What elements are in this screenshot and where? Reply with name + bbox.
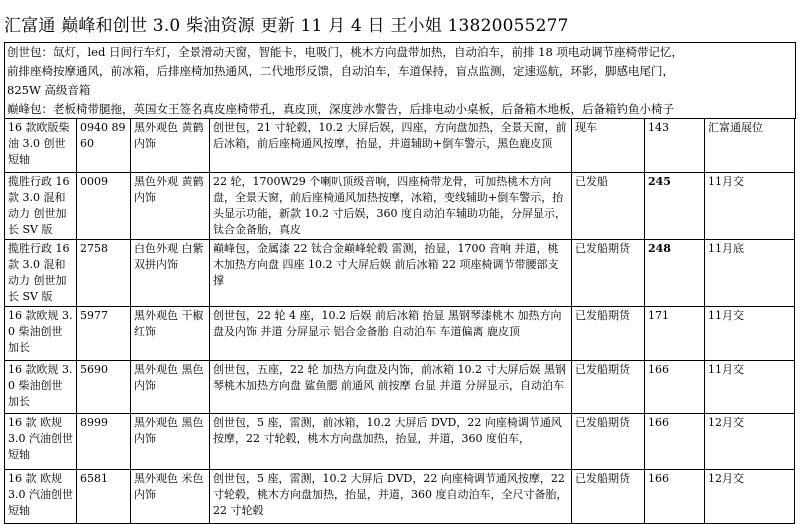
remark-cell: 12月交 [705,414,795,470]
remark-cell: 汇富通展位 [705,119,795,173]
model-cell: 揽胜行政 16 款 3.0 混和动力 创世加长 SV 版 [5,173,77,240]
color-cell: 黑外观色 黑色内饰 [131,361,210,414]
price-cell: 143 [645,119,705,173]
price-cell: 166 [645,414,705,470]
model-cell: 16 款欧规 3.0 柴油创世加长 [5,307,77,361]
vin-cell: 5690 [77,361,131,414]
config-cell: 创世包，22 轮 4 座，10.2 后娱 前后冰箱 抬显 黑钢琴漆桃木 加热方向盘及内饰 并道 分屏显示 铝合金备胎 自动泊车 车道偏离 鹿皮顶 [210,307,572,361]
note-line: 巅峰包：老板椅带腿拖，英国女王签名真皮座椅带孔，真皮顶，深度涉水警告，后排电动小桌板，后备箱木地板，后备箱钓鱼小椅子 [7,102,674,116]
config-cell: 创世包，五座，22 轮 加热方向盘及内饰，前冰箱 10.2 寸大屏后娱 黑钢琴桃木加热方向盘 鲨鱼腮 前通风 前按摩 台显 并道 分屏显示，自动泊车 [210,361,572,414]
remark-cell: 12月交 [705,470,795,524]
vin-cell: 0940 8960 [77,119,131,173]
color-cell: 黑外观色 干椒红饰 [131,307,210,361]
price-cell: 171 [645,307,705,361]
color-cell: 黑外观色 米色内饰 [131,470,210,524]
table-row [5,470,795,524]
color-cell: 白色外观 白紫双拼内饰 [131,240,210,307]
status-cell: 已发船期货 [572,361,645,414]
vin-cell: 0009 [77,173,131,240]
document-title: 汇富通 巅峰和创世 3.0 柴油资源 更新 11 月 4 日 王小姐 13820055277 [4,16,569,36]
model-cell: 16 款 欧规 3.0 汽油创世短轴 [5,470,77,524]
model-cell: 16 款 欧规 3.0 汽油创世短轴 [5,414,77,470]
config-cell: 创世包，5 座，雷测，前冰箱，10.2 大屏后 DVD，22 向座椅调节通风按摩，22 寸轮毂，桃木方向盘加热，抬显，并道，360 度伯车， [210,414,572,470]
note-line: 825W 高级音箱 [7,83,91,97]
status-cell: 现车 [572,119,645,173]
config-cell: 创世包，21 寸轮毂，10.2 大屏后娱，四座，方向盘加热，全景天窗，前后冰箱，前后座椅通风按摩，抬显，并道辅助+倒车警示，黑色鹿皮顶 [210,119,572,173]
table-row [5,414,795,470]
status-cell: 已发船 [572,173,645,240]
model-cell: 揽胜行政 16 款 3.0 混和动力 创世加长 SV 版 [5,240,77,307]
inventory-table [4,118,795,524]
package-notes [4,42,796,119]
remark-cell: 11月交 [705,173,795,240]
table-row [5,240,795,307]
vin-cell: 8999 [77,414,131,470]
price-cell: 166 [645,470,705,524]
status-cell: 已发船期货 [572,240,645,307]
remark-cell: 11月交 [705,307,795,361]
table-row [5,119,795,173]
vin-cell: 5977 [77,307,131,361]
config-cell: 22 轮，1700W29 个喇叭顶级音响，四座椅带龙骨，可加热桃木方向盘，全景天窗，前后座椅通风加热按摩，冰箱，变线辅助+倒车警示，抬头显示功能，新款 10.2 寸后娱，360 度自动泊车辅助功能，分屏显示，钛合金备胎，真皮 [210,173,572,240]
vin-cell: 2758 [77,240,131,307]
price-cell: 245 [645,173,705,240]
color-cell: 黑色外观 黄鹤内饰 [131,173,210,240]
price-cell: 166 [645,361,705,414]
model-cell: 16 款欧规 3.0 柴油创世加长 [5,361,77,414]
status-cell: 已发船期货 [572,414,645,470]
price-cell: 248 [645,240,705,307]
table-row [5,173,795,240]
table-row [5,361,795,414]
color-cell: 黑外观色 黄鹤内饰 [131,119,210,173]
vin-cell: 6581 [77,470,131,524]
status-cell: 已发船期货 [572,470,645,524]
color-cell: 黑外观色 黑色内饰 [131,414,210,470]
status-cell: 已发船期货 [572,307,645,361]
remark-cell: 11月交 [705,361,795,414]
table-row [5,307,795,361]
note-line: 前排座椅按摩通风，前冰箱，后排座椅加热通风，二代地形反馈，自动泊车，车道保持，盲点监测，定速巡航，环影，脚感电尾门， [7,64,674,78]
model-cell: 16 款欧版柴油 3.0 创世短轴 [5,119,77,173]
config-cell: 巅峰包，金属漆 22 钛合金巅峰轮毂 雷测，抬显，1700 音响 并道，桃木加热方向盘 四座 10.2 寸大屏后娱 前后冰箱 22 项座椅调节带腰部支撑 [210,240,572,307]
config-cell: 创世包，5 座，雷测，10.2 大屏后 DVD，22 向座椅调节通风按摩，22 寸轮毂，桃木方向盘加热，抬显，并道，360 度自动泊车，全尺寸备胎，22 寸轮毂 [210,470,572,524]
note-line: 创世包：氙灯，led 日间行车灯，全景滑动天窗，智能卡，电吸门，桃木方向盘带加热，自动泊车，前排 18 项电动调节座椅带记忆， [7,45,683,59]
remark-cell: 11月底 [705,240,795,307]
